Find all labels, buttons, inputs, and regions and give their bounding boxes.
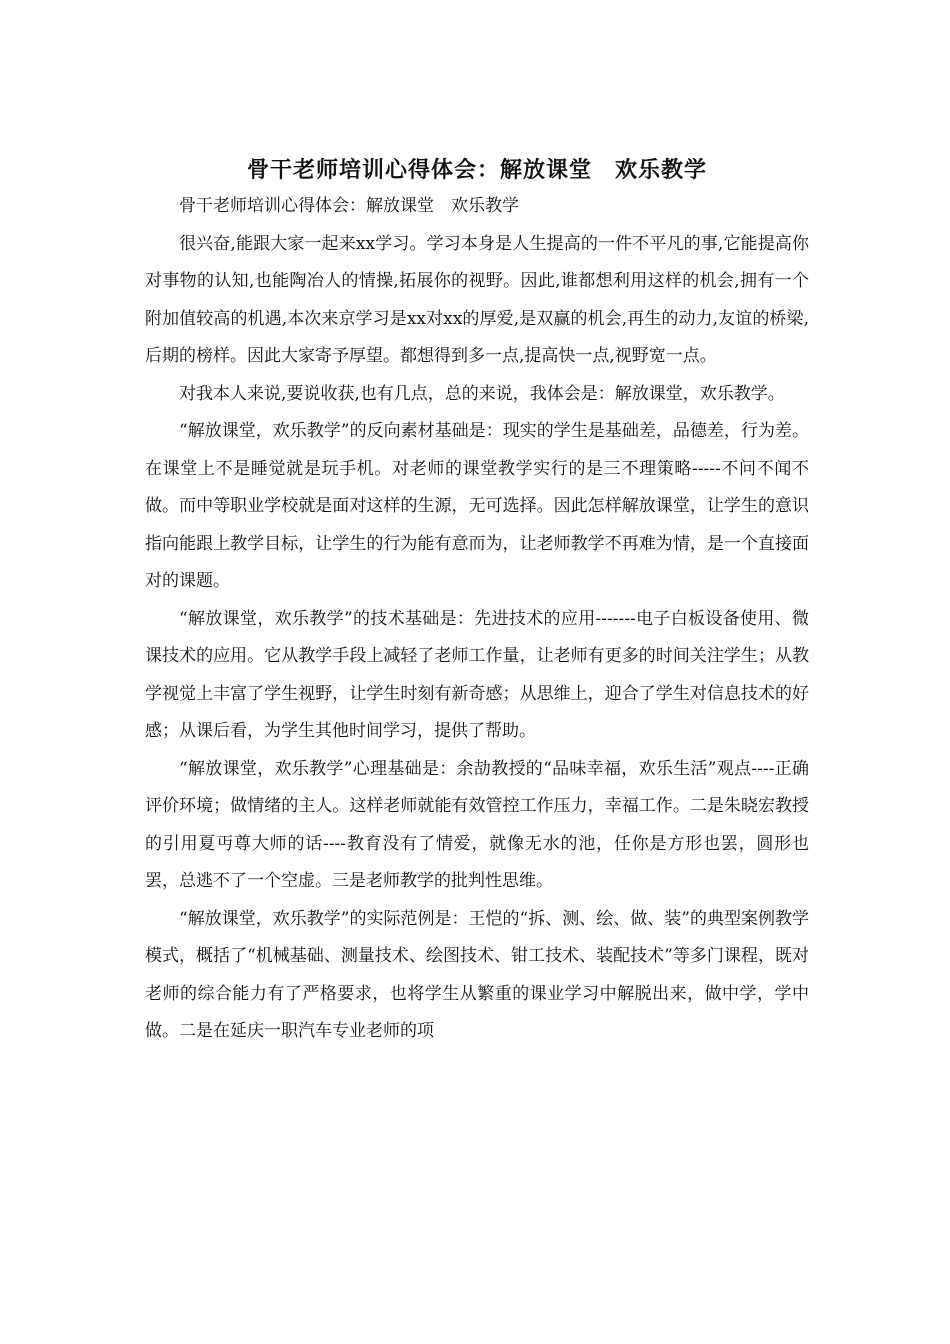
- document-subtitle: 骨干老师培训心得体会：解放课堂 欢乐教学: [179, 196, 519, 216]
- paragraph-2: 对我本人来说,要说收获,也有几点，总的来说，我体会是：解放课堂，欢乐教学。: [179, 383, 785, 404]
- paragraph-6: “解放课堂，欢乐教学”的实际范例是：王恺的“拆、测、绘、做、装”的典型案例教学模式，概括了“机械基础、测量技术、绘图技术、钳工技术、装配技术”等多门课程，既对老师的综合能力有了严格要求，也将学生从繁重的课业学习中解脱出来，做中学，学中做。二是在延庆一职汽车专业老师的项: [145, 908, 809, 1041]
- document-title: 骨干老师培训心得体会：解放课堂 欢乐教学: [246, 157, 707, 183]
- paragraph-1: 很兴奋,能跟大家一起来xx学习。学习本身是人生提高的一件不平凡的事,它能提高你对事物的认知,也能陶冶人的情操,拓展你的视野。因此,谁都想利用这样的机会,拥有一个附加值较高的机遇,本次来京学习是xx对xx的厚爱,是双赢的机会,再生的动力,友谊的桥梁,后期的榜样。因此大家寄予厚望。都想得到多一点,提高快一点,视野宽一点。: [145, 233, 809, 366]
- paragraph-3: “解放课堂，欢乐教学”的反向素材基础是：现实的学生是基础差，品德差，行为差。在课堂上不是睡觉就是玩手机。对老师的课堂教学实行的是三不理策略-----不问不闻不做。而中等职业学校就是面对这样的生源，无可选择。因此怎样解放课堂，让学生的意识指向能跟上教学目标，让学生的行为能有意而为，让老师教学不再难为情，是一个直接面对的课题。: [145, 421, 809, 591]
- document-page: [145, 150, 809, 1051]
- paragraph-5: “解放课堂，欢乐教学”心理基础是：余劼教授的“品味幸福，欢乐生活”观点----正确评价环境；做情绪的主人。这样老师就能有效管控工作压力，幸福工作。二是朱晓宏教授的引用夏丏尊大师的话----教育没有了情爱，就像无水的池，任你是方形也罢，圆形也罢，总逃不了一个空虚。三是老师教学的批判性思维。: [145, 758, 809, 891]
- paragraph-4: “解放课堂，欢乐教学”的技术基础是：先进技术的应用-------电子白板设备使用、微课技术的应用。它从教学手段上减轻了老师工作量，让老师有更多的时间关注学生；从教学视觉上丰富了学生视野，让学生时刻有新奇感；从思维上，迎合了学生对信息技术的好感；从课后看，为学生其他时间学习，提供了帮助。: [145, 608, 809, 741]
